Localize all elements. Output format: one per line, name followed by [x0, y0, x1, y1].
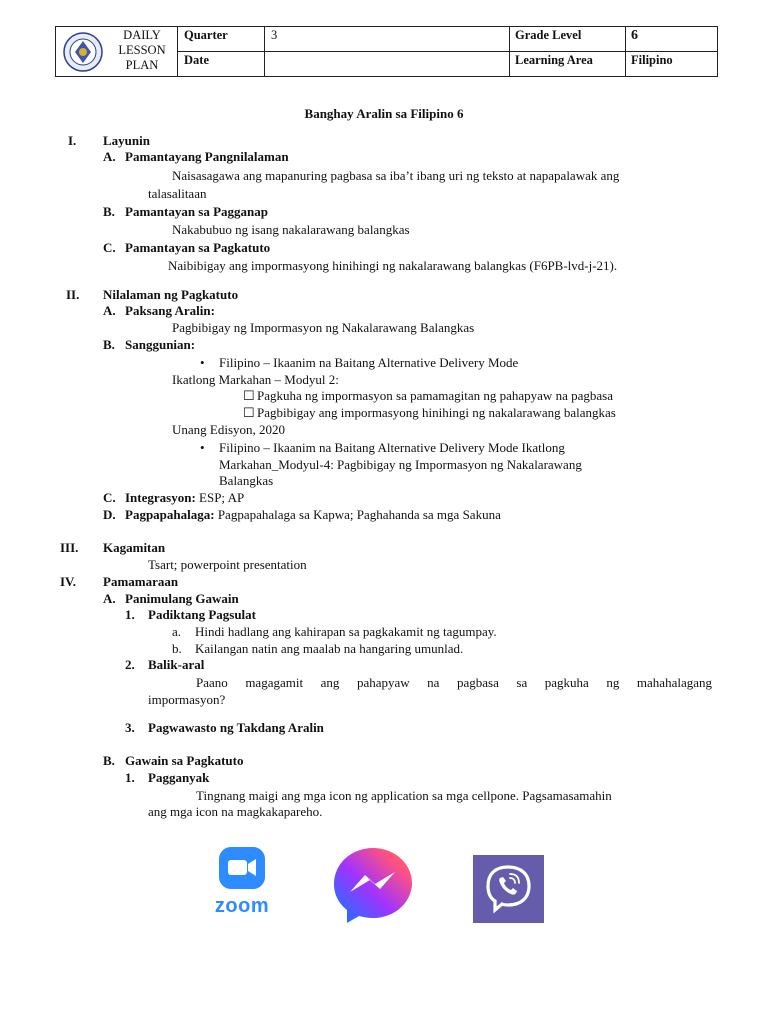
viber-logo — [473, 855, 544, 923]
ref2-line3: Balangkas — [219, 473, 274, 488]
s2-title: Balik-aral — [148, 657, 205, 672]
sec4-b-label: B. — [103, 753, 115, 768]
sec2-b-label: B. — [103, 337, 115, 352]
date-label: Date — [184, 53, 209, 67]
sec1-a-label: A. — [103, 149, 116, 164]
viber-phone-icon — [473, 855, 544, 923]
zoom-camera-icon — [208, 845, 276, 891]
sec2-num: II. — [66, 287, 80, 302]
sec1-a-text-line2: talasalitaan — [148, 186, 207, 201]
ref1-sub: Ikatlong Markahan – Modyul 2: — [172, 372, 339, 387]
sec4-title: Pamamaraan — [103, 574, 179, 589]
document-title: Banghay Aralin sa Filipino 6 — [304, 106, 464, 121]
daily-lesson-plan-label — [108, 28, 176, 73]
b1-text-line1: Tingnang maigi ang mga icon ng application sa mga cellpone. Pagsamasamahin — [196, 788, 612, 803]
sec2-b-title: Sanggunian: — [125, 337, 196, 352]
messenger-logo — [332, 846, 414, 924]
ref1-item1: Pagkuha ng impormasyon sa pamamagitan ng pahapyaw na pagbasa — [257, 388, 613, 403]
s1-num: 1. — [125, 607, 135, 622]
sec1-b-text: Nakabubuo ng isang nakalarawang balangkas — [172, 222, 410, 237]
ref1-bullet: • — [200, 355, 205, 370]
sec1-c-text: Naibibigay ang impormasyong hinihingi ng nakalarawang balangkas (F6PB-lvd-j-21). — [168, 258, 618, 273]
dlp-line-1: DAILY — [123, 28, 161, 42]
grade-level-label: Grade Level — [515, 28, 582, 42]
s2-text-line2: impormasyon? — [148, 692, 226, 707]
s2-text-line1: Paano magagamit ang pahapyaw na pagbasa sa pagkuha ng mahahalagang — [196, 675, 712, 690]
sec1-a-title: Pamantayang Pangnilalaman — [125, 149, 289, 164]
dlp-line-3: PLAN — [125, 58, 159, 72]
ref2-bullet: • — [200, 440, 205, 455]
sec2-c-label: C. — [103, 490, 116, 505]
learning-area-value: Filipino — [631, 53, 673, 67]
s1-title: Padiktang Pagsulat — [148, 607, 256, 622]
edition: Unang Edisyon, 2020 — [172, 422, 286, 437]
ref1-item2: Pagbibigay ang impormasyong hinihingi ng nakalarawang balangkas — [257, 405, 616, 420]
sec1-c-title: Pamantayan sa Pagkatuto — [125, 240, 271, 255]
ref2-line2: Markahan_Modyul-4: Pagbibigay ng Impormasyon ng Nakalarawang — [219, 457, 582, 472]
ref1-item1-box: ☐ — [243, 388, 255, 403]
sec4-a-title: Panimulang Gawain — [125, 591, 239, 606]
sec3-num: III. — [60, 540, 79, 555]
learning-area-label: Learning Area — [515, 53, 593, 67]
ref1-item2-box: ☐ — [243, 405, 255, 420]
s1-a-label: a. — [172, 624, 182, 639]
grade-level-value: 6 — [631, 28, 638, 43]
s3-num: 3. — [125, 720, 135, 735]
sec4-a-label: A. — [103, 591, 116, 606]
sec2-c-row — [125, 490, 244, 506]
sec2-a-label: A. — [103, 303, 116, 318]
sec4-num: IV. — [60, 574, 77, 589]
s1-b-text: Kailangan natin ang maalab na hangaring umunlad. — [195, 641, 464, 656]
sec2-c-text: ESP; AP — [199, 490, 245, 505]
s3-title: Pagwawasto ng Takdang Aralin — [148, 720, 324, 735]
s2-num: 2. — [125, 657, 135, 672]
deped-seal-icon — [63, 32, 103, 72]
sec2-d-label: D. — [103, 507, 116, 522]
ref1-text: Filipino – Ikaanim na Baitang Alternative Delivery Mode — [219, 355, 519, 370]
header-table — [55, 26, 718, 77]
sec4-b-title: Gawain sa Pagkatuto — [125, 753, 244, 768]
zoom-logo — [208, 845, 276, 917]
s1-b-label: b. — [172, 641, 182, 656]
dlp-line-2: LESSON — [118, 43, 166, 57]
b1-title: Pagganyak — [148, 770, 210, 785]
sec3-text: Tsart; powerpoint presentation — [148, 557, 307, 572]
quarter-value: 3 — [271, 28, 278, 42]
b1-num: 1. — [125, 770, 135, 785]
ref2-line1: Filipino – Ikaanim na Baitang Alternative Delivery Mode Ikatlong — [219, 440, 565, 455]
sec2-d-title: Pagpapahalaga: — [125, 507, 215, 522]
sec2-a-text: Pagbibigay ng Impormasyon ng Nakalarawang Balangkas — [172, 320, 475, 335]
sec1-c-label: C. — [103, 240, 116, 255]
sec2-a-title: Paksang Aralin: — [125, 303, 215, 318]
sec1-a-text-line1: Naisasagawa ang mapanuring pagbasa sa iba’t ibang uri ng teksto at napapalawak ang — [172, 168, 620, 183]
messenger-icon — [332, 846, 414, 924]
sec2-c-title: Integrasyon: — [125, 490, 196, 505]
sec2-d-text: Pagpapahalaga sa Kapwa; Paghahanda sa mga Sakuna — [217, 507, 501, 522]
s1-a-text: Hindi hadlang ang kahirapan sa pagkakamit ng tagumpay. — [195, 624, 497, 639]
b1-text-line2: ang mga icon na magkakapareho. — [148, 804, 323, 819]
sec3-title: Kagamitan — [103, 540, 166, 555]
header-divider — [178, 51, 717, 52]
sec1-title: Layunin — [103, 133, 150, 148]
sec2-title: Nilalaman ng Pagkatuto — [103, 287, 239, 302]
zoom-wordmark: zoom — [214, 895, 270, 917]
sec1-b-title: Pamantayan sa Pagganap — [125, 204, 269, 219]
sec1-b-label: B. — [103, 204, 115, 219]
sec1-num: I. — [68, 133, 77, 148]
quarter-label: Quarter — [184, 28, 228, 42]
sec2-d-row — [125, 507, 501, 523]
